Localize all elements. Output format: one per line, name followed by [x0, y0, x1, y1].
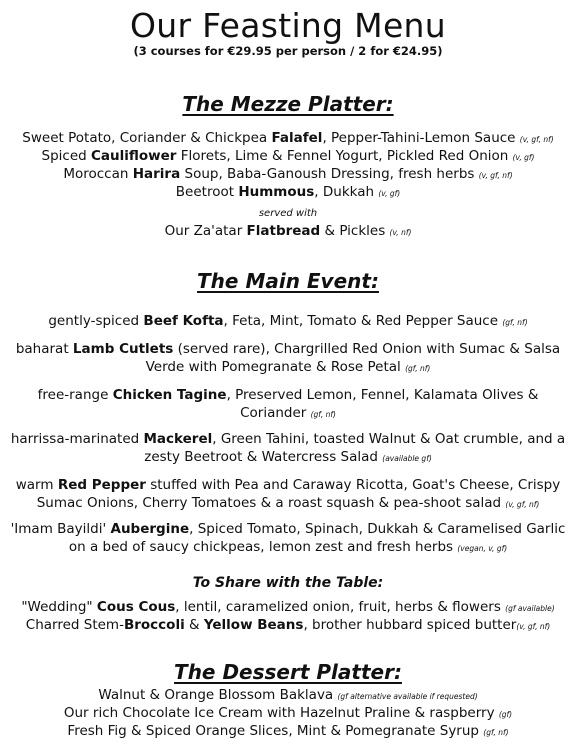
menu-item: gently-spiced Beef Kofta, Feta, Mint, Tomato & Red Pepper Sauce (gf, nf) — [48, 313, 528, 329]
menu-item: free-range Chicken Tagine, Preserved Lemon, Fennel, Kalamata Olives & Coriander (gf, nf) — [37, 387, 539, 421]
menu-item: harrissa-marinated Mackerel, Green Tahini, toasted Walnut & Oat crumble, and a zesty Beetroot & Watercress Salad (available gf) — [10, 431, 566, 465]
menu-item: "Wedding" Cous Cous, lentil, caramelized onion, fruit, herbs & flowers (gf available) — [21, 599, 555, 615]
section-heading-main: The Main Event: — [197, 269, 379, 293]
menu-item: Moroccan Harira Soup, Baba-Ganoush Dressing, fresh herbs (v, gf, nf) — [63, 166, 513, 182]
menu-item: Fresh Fig & Spiced Orange Slices, Mint & Pomegranate Syrup (gf, nf) — [67, 723, 509, 739]
menu-item: Charred Stem-Broccoli & Yellow Beans, brother hubbard spiced butter(v, gf, nf) — [25, 617, 551, 633]
menu-item: Walnut & Orange Blossom Baklava (gf alternative available if requested) — [98, 687, 478, 703]
menu-item: Our Za'atar Flatbread & Pickles (v, nf) — [164, 223, 412, 239]
section-heading-dessert: The Dessert Platter: — [174, 660, 402, 684]
menu-item: baharat Lamb Cutlets (served rare), Chargrilled Red Onion with Sumac & Salsa Verde with Pomegranate & Rose Petal (gf, nf) — [15, 341, 561, 375]
price-subtitle: (3 courses for €29.95 per person / 2 for €24.95) — [133, 44, 443, 58]
menu-item: Beetroot Hummous, Dukkah (v, gf) — [175, 184, 401, 200]
menu-title: Our Feasting Menu — [129, 6, 446, 45]
served-with-label: served with — [258, 208, 318, 219]
menu-item: Spiced Cauliflower Florets, Lime & Fennel Yogurt, Pickled Red Onion (v, gf) — [41, 148, 535, 164]
menu-item: Our rich Chocolate Ice Cream with Hazelnut Praline & raspberry (gf) — [63, 705, 513, 721]
menu-item: Sweet Potato, Coriander & Chickpea Falafel, Pepper-Tahini-Lemon Sauce (v, gf, nf) — [22, 130, 554, 146]
section-heading-mezze: The Mezze Platter: — [182, 92, 394, 116]
section-heading-share: To Share with the Table: — [192, 575, 384, 591]
menu-item: warm Red Pepper stuffed with Pea and Caraway Ricotta, Goat's Cheese, Crispy Sumac Onions, Cherry Tomatoes & a roast squash & pea-shoot salad (v, gf, nf) — [15, 477, 561, 511]
menu-item: 'Imam Bayildi' Aubergine, Spiced Tomato, Spinach, Dukkah & Caramelised Garlic on a bed of saucy chickpeas, lemon zest and fresh herbs (vegan, v, gf) — [10, 521, 566, 555]
